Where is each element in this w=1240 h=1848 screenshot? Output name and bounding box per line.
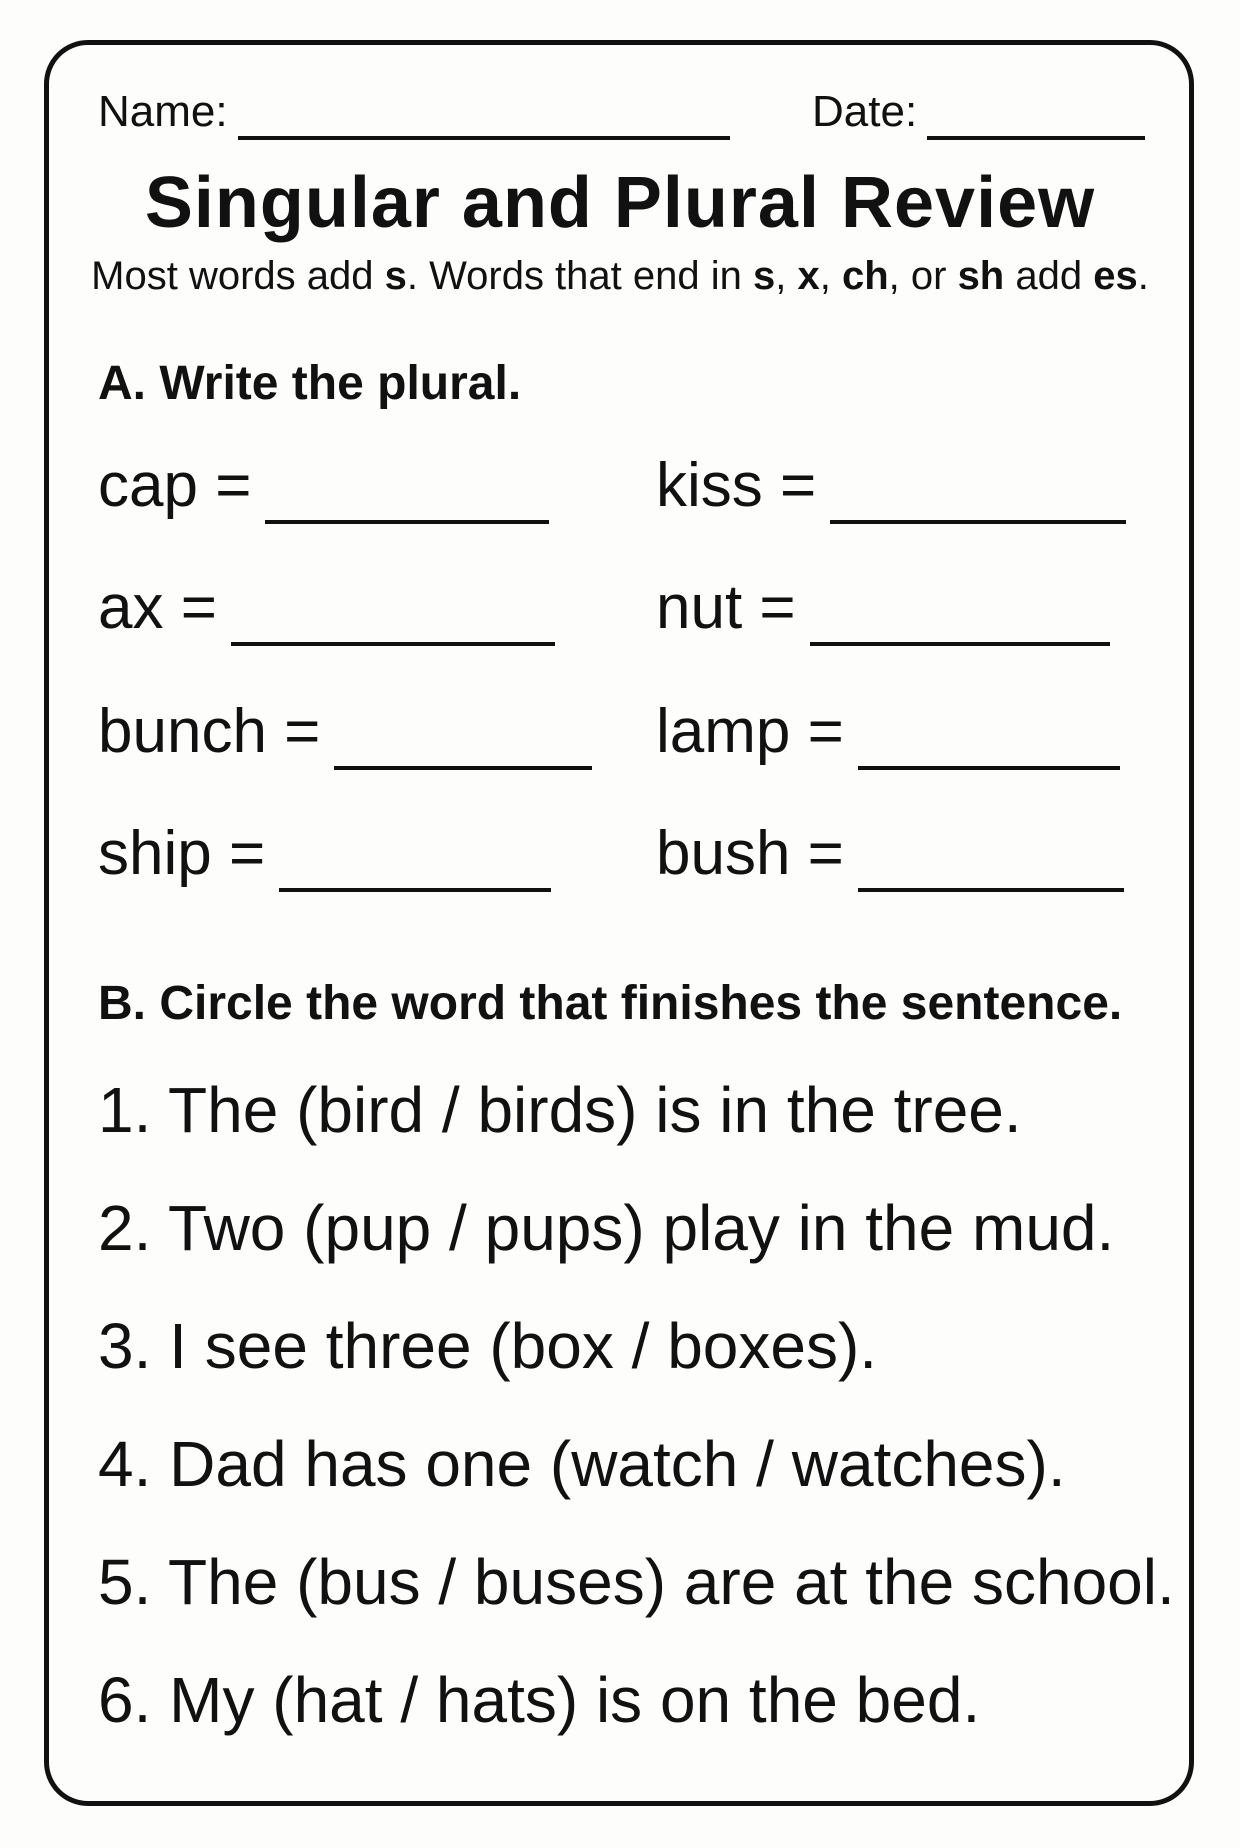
answer-blank[interactable] xyxy=(858,832,1124,892)
plural-word: bush = xyxy=(656,819,844,888)
rule-bold-3: x xyxy=(797,254,820,298)
rule-text-3: , xyxy=(775,254,798,298)
plural-item-ship xyxy=(98,816,551,892)
plural-word: kiss = xyxy=(656,451,817,520)
sentence-6[interactable]: 6. My (hat / hats) is on the bed. xyxy=(98,1664,981,1736)
rule-text-5: , or xyxy=(888,254,958,298)
name-field xyxy=(98,84,730,140)
answer-blank[interactable] xyxy=(279,832,551,892)
answer-blank[interactable] xyxy=(858,710,1120,770)
plural-word: nut = xyxy=(656,573,796,642)
sentence-4[interactable]: 4. Dad has one (watch / watches). xyxy=(98,1428,1066,1500)
rule-text-7: . xyxy=(1137,254,1149,298)
sentence-5[interactable]: 5. The (bus / buses) are at the school. xyxy=(98,1546,1175,1618)
rule-text-1: Most words add xyxy=(91,254,385,298)
plural-word: ax = xyxy=(98,573,217,642)
rule-text-4: , xyxy=(819,254,842,298)
rule-bold-5: sh xyxy=(957,254,1005,298)
rule-bold-1: s xyxy=(384,254,407,298)
plural-item-bush xyxy=(656,816,1124,892)
plural-item-ax xyxy=(98,570,555,646)
plural-word: bunch = xyxy=(98,697,321,766)
section-b-heading: B. Circle the word that finishes the sentence. xyxy=(98,977,1123,1030)
answer-blank[interactable] xyxy=(810,586,1110,646)
answer-blank[interactable] xyxy=(265,464,549,524)
plural-item-nut xyxy=(656,570,1110,646)
rule-bold-4: ch xyxy=(841,254,889,298)
rule-text-6: add xyxy=(1004,254,1094,298)
rule-text-2: . Words that end in xyxy=(406,254,753,298)
plural-item-lamp xyxy=(656,694,1120,770)
rule-bold-2: s xyxy=(753,254,776,298)
plural-rule xyxy=(0,250,1240,302)
rule-bold-6: es xyxy=(1093,254,1138,298)
section-a-heading: A. Write the plural. xyxy=(98,357,522,410)
sentence-2[interactable]: 2. Two (pup / pups) play in the mud. xyxy=(98,1192,1115,1264)
plural-item-cap xyxy=(98,448,549,524)
plural-word: cap = xyxy=(98,451,252,520)
sentence-3[interactable]: 3. I see three (box / boxes). xyxy=(98,1310,878,1382)
sentence-1[interactable]: 1. The (bird / birds) is in the tree. xyxy=(98,1074,1022,1146)
answer-blank[interactable] xyxy=(830,464,1126,524)
plural-item-kiss xyxy=(656,448,1126,524)
date-field xyxy=(812,84,1145,140)
name-label: Name: xyxy=(98,87,228,136)
answer-blank[interactable] xyxy=(334,710,592,770)
date-label: Date: xyxy=(812,87,918,136)
name-blank[interactable] xyxy=(238,92,730,140)
answer-blank[interactable] xyxy=(231,586,555,646)
date-blank[interactable] xyxy=(927,92,1145,140)
page-title: Singular and Plural Review xyxy=(144,163,1096,243)
plural-word: lamp = xyxy=(656,697,844,766)
plural-word: ship = xyxy=(98,819,266,888)
plural-item-bunch xyxy=(98,694,592,770)
